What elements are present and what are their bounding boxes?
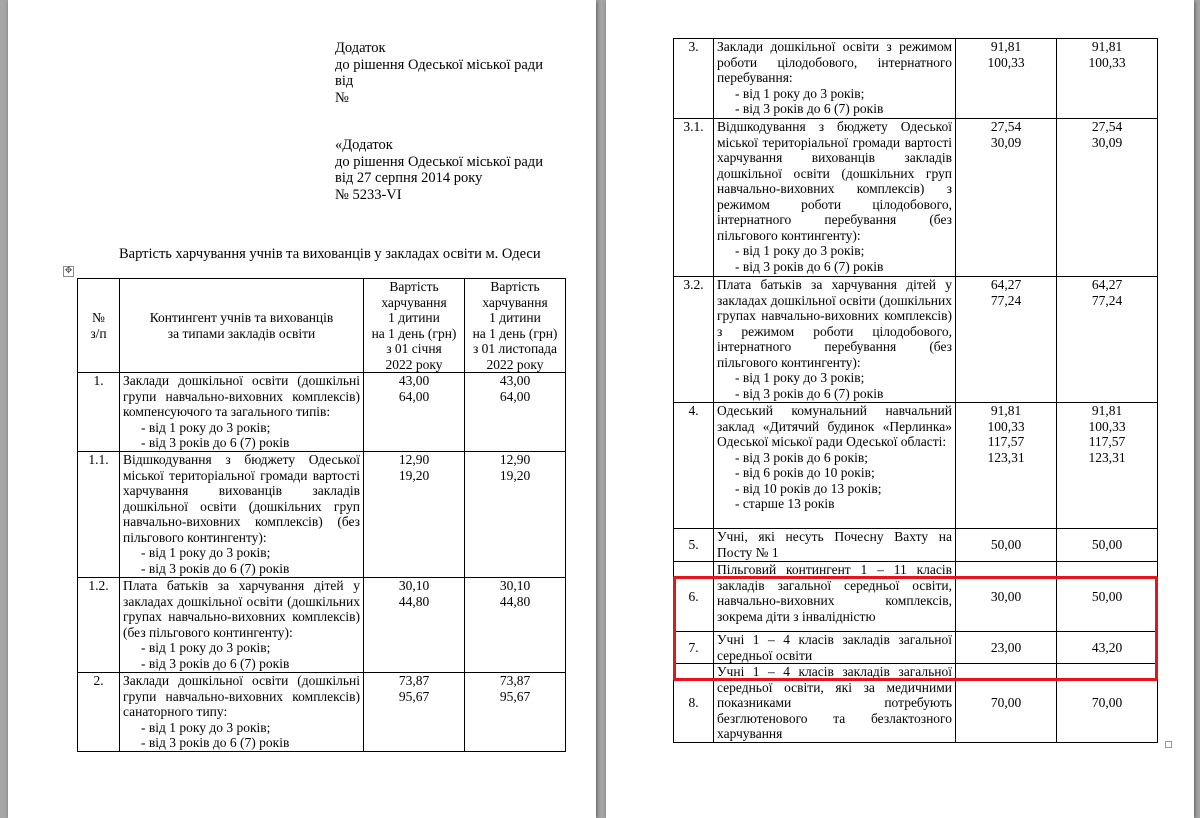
row-number: 6. — [674, 562, 714, 632]
age-group-label: - від 1 року до 3 років; — [141, 419, 271, 435]
row-text: Плата батьків за харчування дітей у закладах дошкільної освіти (дошкільних групах навчально-виховних комплексів) (без пільгового контингенту): — [123, 578, 360, 640]
text-line: 1 дитини — [388, 310, 440, 325]
price-value: 64,00 — [499, 388, 531, 404]
header-line: від — [335, 73, 354, 89]
table-row — [78, 373, 566, 452]
price-value: 91,81 — [1091, 403, 1123, 418]
age-group-label: - від 6 років до 10 років; — [735, 465, 875, 480]
text-line: з/п — [90, 325, 107, 341]
price-value: 30,10 — [499, 578, 531, 593]
row-text: Одеський комунальний навчальний заклад «Дитячий будинок «Перлинка» Одеської міської ради Одеської області: — [717, 403, 952, 449]
row-text: Заклади дошкільної освіти (дошкільні групи навчально-виховних комплексів) санаторного типу: — [123, 673, 360, 719]
text-line: за типами закладів освіти — [167, 325, 316, 341]
value-nov-2022: 70,00 — [1057, 664, 1158, 743]
table-row — [78, 452, 566, 578]
price-value: 73,87 — [499, 673, 531, 688]
price-value: 30,09 — [1091, 134, 1123, 150]
text-line: з 01 січня — [386, 341, 442, 356]
row-text: Учні 1 – 4 класів закладів загальної середньої освіти, які за медичними показниками потребують безглютенового та безлактозного харчування — [717, 664, 952, 741]
price-table-part-1 — [77, 278, 566, 752]
price-value: 100,33 — [1088, 54, 1126, 70]
value-jan-2022: 30,00 — [956, 562, 1057, 632]
header-line: Додаток — [335, 40, 386, 56]
row-description — [120, 578, 364, 673]
price-value: 30,10 — [398, 578, 430, 593]
paragraph-end-mark — [1165, 741, 1172, 748]
value-nov-2022 — [1057, 119, 1158, 277]
price-value: 73,87 — [398, 673, 430, 688]
row-description — [120, 452, 364, 578]
row-number: 5. — [674, 529, 714, 562]
value-nov-2022 — [465, 673, 566, 752]
value-jan-2022 — [364, 373, 465, 452]
row-number: 3.2. — [674, 277, 714, 403]
row-text: Пільговий контингент 1 – 11 класів закладів загальної середньої освіти, навчально-виховних комплексів, зокрема діти з інвалідністю — [717, 562, 952, 624]
price-value: 43,00 — [398, 373, 430, 388]
row-text: Відшкодування з бюджету Одеської міської територіальної громади вартості харчування вихованців закладів дошкільної освіти (дошкільних груп навчально-виховних комплексів) (без пільгового контингенту): — [123, 452, 360, 545]
price-value: 19,20 — [398, 467, 430, 483]
value-jan-2022: 70,00 — [956, 664, 1057, 743]
price-value: 100,33 — [987, 54, 1025, 70]
text-line: Контингент учнів та вихованців — [149, 310, 334, 325]
value-nov-2022: 43,20 — [1057, 632, 1158, 664]
age-group-label: - від 1 року до 3 років; — [735, 370, 865, 385]
age-group-label: - від 3 років до 6 (7) років — [141, 560, 290, 576]
row-description — [714, 403, 956, 529]
value-jan-2022 — [956, 403, 1057, 529]
price-value: 27,54 — [1091, 119, 1123, 134]
price-value: 30,09 — [990, 134, 1022, 150]
header-line: від 27 серпня 2014 року — [335, 170, 483, 186]
price-value: 91,81 — [990, 39, 1022, 54]
text-line: на 1 день (грн) — [371, 325, 457, 341]
age-group-label: - від 3 років до 6 (7) років — [141, 735, 290, 750]
value-jan-2022 — [364, 578, 465, 673]
column-header-nov-2022 — [465, 279, 566, 373]
age-group-label: - старше 13 років — [735, 496, 835, 511]
row-description — [714, 277, 956, 403]
text-line: 2022 року — [385, 356, 443, 372]
row-description — [714, 119, 956, 277]
price-value: 95,67 — [398, 688, 430, 704]
price-value: 91,81 — [1091, 39, 1123, 54]
price-value: 117,57 — [987, 434, 1025, 449]
price-value: 44,80 — [499, 593, 531, 609]
document-page-2 — [606, 0, 1194, 818]
text-line: 1 дитини — [489, 310, 541, 325]
row-number: 1.1. — [78, 452, 120, 578]
value-jan-2022 — [956, 119, 1057, 277]
price-value: 100,33 — [1088, 418, 1126, 434]
value-jan-2022: 23,00 — [956, 632, 1057, 664]
row-text: Учні 1 – 4 класів закладів загальної середньої освіти — [717, 632, 952, 663]
price-value: 100,33 — [987, 418, 1025, 434]
header-line: до рішення Одеської міської ради — [335, 153, 543, 170]
text-line: № — [92, 310, 105, 325]
value-jan-2022 — [364, 673, 465, 752]
column-header-jan-2022 — [364, 279, 465, 373]
age-group-label: - від 1 року до 3 років; — [141, 640, 271, 655]
header-line: до рішення Одеської міської ради — [335, 56, 543, 73]
age-group-label: - від 10 років до 13 років; — [735, 480, 882, 496]
value-jan-2022: 50,00 — [956, 529, 1057, 562]
table-row — [674, 529, 1158, 562]
appendix-header-original — [335, 137, 543, 203]
table-row — [674, 39, 1158, 119]
value-nov-2022: 50,00 — [1057, 529, 1158, 562]
price-value: 117,57 — [1088, 434, 1126, 449]
age-group-label: - від 3 років до 6 (7) років — [141, 435, 290, 450]
table-row — [674, 277, 1158, 403]
header-line: № 5233-VI — [335, 186, 402, 203]
row-number: 3.1. — [674, 119, 714, 277]
age-group-label: - від 1 року до 3 років; — [735, 243, 865, 258]
price-value: 77,24 — [1091, 292, 1123, 308]
value-jan-2022 — [956, 39, 1057, 119]
text-line: з 01 листопада — [472, 341, 558, 356]
row-description — [120, 373, 364, 452]
row-number: 1. — [78, 373, 120, 452]
value-nov-2022 — [465, 452, 566, 578]
price-value: 12,90 — [499, 452, 531, 467]
age-group-label: - від 1 року до 3 років; — [735, 85, 865, 101]
text-line: харчування — [482, 294, 548, 310]
column-header-contingent — [120, 279, 364, 373]
price-value: 123,31 — [1088, 449, 1126, 465]
price-value: 64,27 — [1091, 277, 1123, 292]
row-number: 2. — [78, 673, 120, 752]
value-jan-2022 — [364, 452, 465, 578]
text-line: на 1 день (грн) — [472, 325, 558, 341]
price-value: 123,31 — [987, 449, 1025, 465]
table-row — [674, 403, 1158, 529]
price-value: 95,67 — [499, 688, 531, 704]
table-row — [674, 119, 1158, 277]
table-row — [78, 673, 566, 752]
appendix-header-draft — [335, 40, 543, 106]
column-header-number — [78, 279, 120, 373]
price-value: 64,00 — [398, 388, 430, 404]
row-text: Заклади дошкільної освіти (дошкільні групи навчально-виховних комплексів) компенсуючого та загального типів: — [123, 373, 360, 419]
age-group-label: - від 3 років до 6 (7) років — [735, 258, 884, 274]
price-value: 44,80 — [398, 593, 430, 609]
price-value: 64,27 — [990, 277, 1022, 292]
value-nov-2022 — [1057, 277, 1158, 403]
price-value: 19,20 — [499, 467, 531, 483]
header-line: «Додаток — [335, 137, 393, 153]
value-nov-2022 — [465, 578, 566, 673]
price-value: 12,90 — [398, 452, 430, 467]
header-line: № — [335, 89, 349, 106]
text-line: харчування — [381, 294, 447, 310]
document-page-1 — [8, 0, 596, 818]
row-description — [714, 39, 956, 119]
age-group-label: - від 1 року до 3 років; — [141, 545, 271, 560]
row-text: Учні, які несуть Почесну Вахту на Посту № 1 — [717, 529, 952, 560]
price-value: 91,81 — [990, 403, 1022, 418]
row-number: 8. — [674, 664, 714, 743]
highlight-box — [673, 576, 1158, 681]
row-description — [714, 529, 956, 562]
age-group-label: - від 1 року до 3 років; — [141, 719, 271, 735]
row-text: Відшкодування з бюджету Одеської міської територіальної громади вартості харчування вихованців закладів дошкільної освіти (дошкільних груп навчально-виховних комплексів) з режимом роботи цілодобового, інтернатного перебування (без пільгового контингенту): — [717, 119, 952, 243]
row-number: 7. — [674, 632, 714, 664]
row-number: 4. — [674, 403, 714, 529]
age-group-label: - від 3 років до 6 років; — [735, 449, 868, 465]
row-text: Заклади дошкільної освіти з режимом роботи цілодобового, інтернатного перебування: — [717, 39, 952, 85]
value-jan-2022 — [956, 277, 1057, 403]
value-nov-2022 — [1057, 39, 1158, 119]
age-group-label: - від 3 років до 6 (7) років — [735, 101, 884, 116]
value-nov-2022 — [1057, 403, 1158, 529]
value-nov-2022 — [465, 373, 566, 452]
age-group-label: - від 3 років до 6 (7) років — [141, 655, 290, 671]
price-value: 77,24 — [990, 292, 1022, 308]
row-text: Плата батьків за харчування дітей у закладах дошкільної освіти (дошкільних групах навчально-виховних комплексів) з режимом роботи цілодобового, інтернатного перебування (без пільгового контингенту): — [717, 277, 952, 370]
price-value: 43,00 — [499, 373, 531, 388]
table-move-handle-icon[interactable]: ✥ — [64, 266, 73, 276]
text-line: Вартість — [389, 279, 439, 294]
row-description — [120, 673, 364, 752]
text-line: Вартість — [490, 279, 540, 294]
price-value: 27,54 — [990, 119, 1022, 134]
row-number: 3. — [674, 39, 714, 119]
row-number: 1.2. — [78, 578, 120, 673]
text-line: 2022 року — [486, 356, 544, 372]
document-title: Вартість харчування учнів та вихованців у закладах освіти м. Одеси — [119, 246, 541, 262]
age-group-label: - від 3 років до 6 (7) років — [735, 385, 884, 401]
value-nov-2022: 50,00 — [1057, 562, 1158, 632]
table-row — [78, 578, 566, 673]
